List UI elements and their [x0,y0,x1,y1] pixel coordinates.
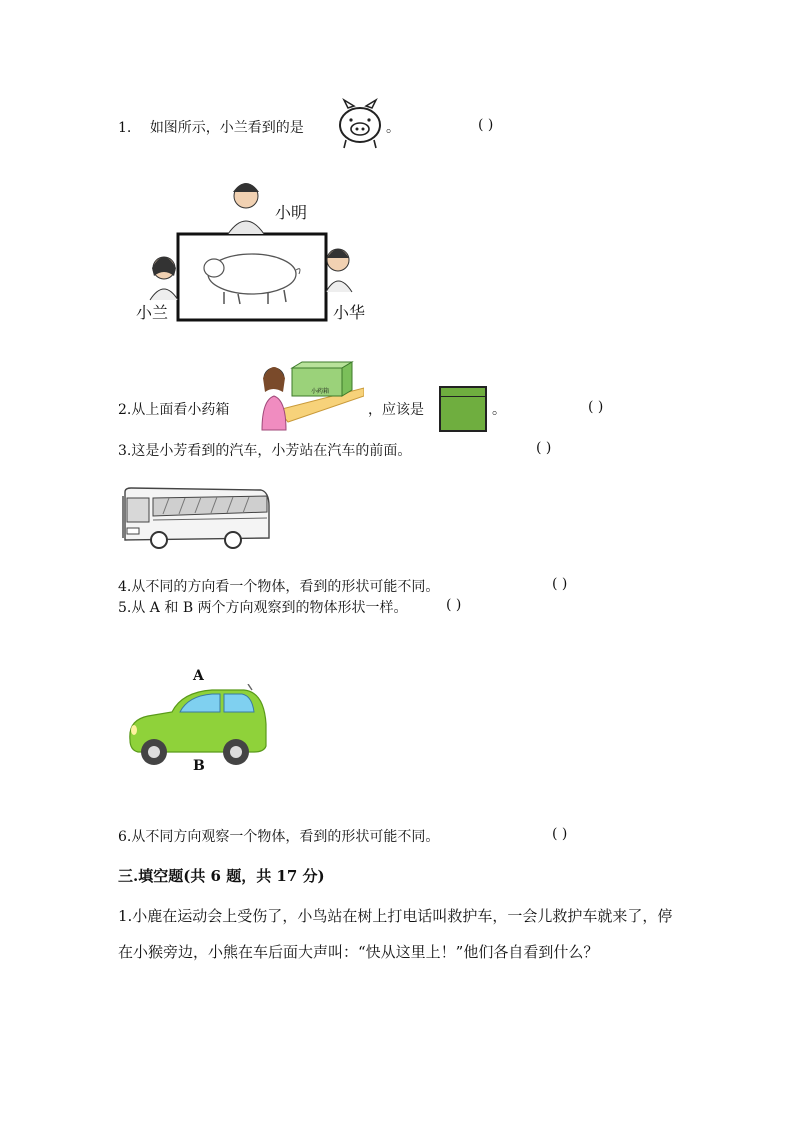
question-number: 1. [118,120,132,136]
question-text: 如图所示，小兰看到的是 [149,120,304,136]
question-6-text: 6.从不同方向观察一个物体，看到的形状可能不同。 [118,829,440,845]
top-view-answer-box [439,386,487,432]
girl-icon [150,257,178,300]
answer-paren[interactable]: ( ) [536,440,552,456]
fill-question-1: 1.小鹿在运动会上受伤了，小鸟站在树上打电话叫救护车，一会儿救护车就来了，停在小猴旁边，小熊在车后面大声叫：“快从这里上！”他们各自看到什么？ [118,907,673,961]
answer-paren[interactable]: ( ) [552,826,568,842]
name-label-left: 小兰 [136,303,169,322]
answer-paren[interactable]: ( ) [446,597,462,613]
view-label-b: B [193,758,205,774]
name-label-right: 小华 [333,303,366,322]
girl-icon [262,367,286,430]
question-2-end: 。 [492,402,506,418]
boy-icon [326,249,352,292]
answer-paren[interactable]: ( ) [588,399,604,415]
question-2-text: 2.从上面看小药箱 [118,402,230,418]
bus-icon [119,486,271,552]
medicine-box-figure [258,360,364,432]
answer-paren[interactable]: ( ) [478,117,494,133]
medicine-box-label: 小药箱 [311,388,330,395]
question-2-mid: ，应该是 [368,402,424,418]
name-label-top: 小明 [275,203,308,222]
question-4-text: 4.从不同的方向看一个物体，看到的形状可能不同。 [118,579,440,595]
question-end: 。 [386,120,400,136]
question-5-text: 5.从 A 和 B 两个方向观察到的物体形状一样。 [118,600,408,616]
car-icon [124,684,270,768]
view-label-a: A [193,668,204,684]
question-1 [118,117,304,137]
question-3-text: 3.这是小芳看到的汽车，小芳站在汽车的前面。 [118,443,412,459]
pig-face-icon [334,98,386,150]
section-heading: 三.填空题(共 6 题，共 17 分) [118,867,325,885]
boy-icon [228,183,264,234]
answer-paren[interactable]: ( ) [552,576,568,592]
